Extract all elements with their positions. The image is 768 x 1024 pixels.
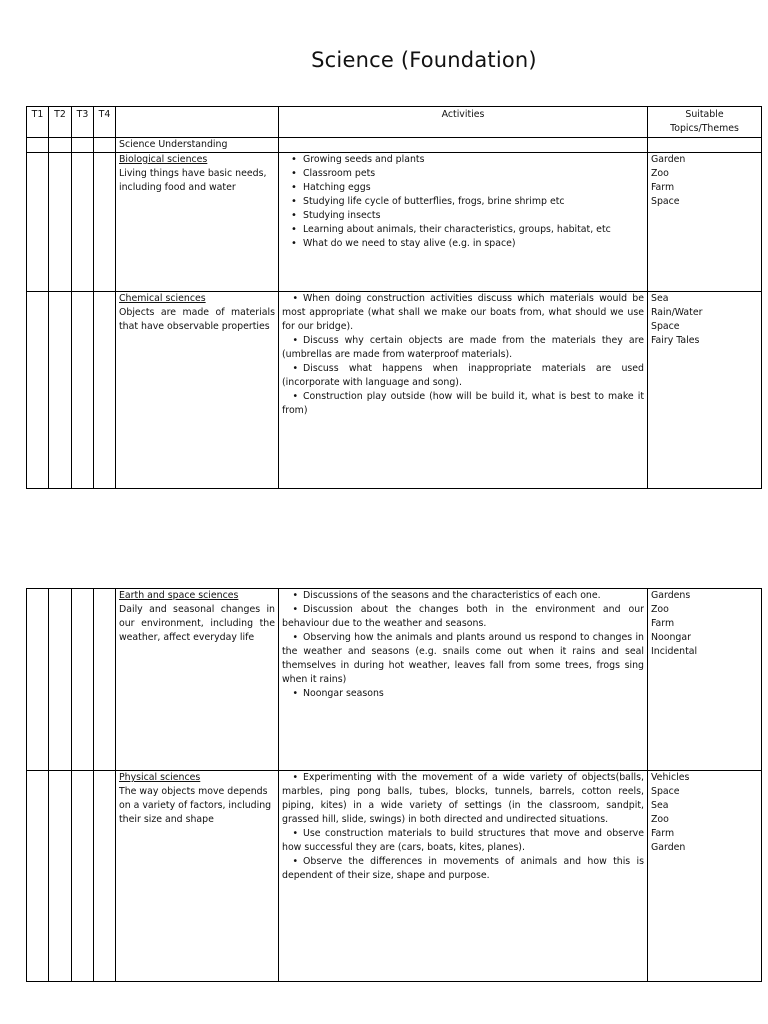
activity-item: • Discuss what happens when inappropriate materials are used (incorporate with language and song). xyxy=(282,363,644,388)
activity-item: • What do we need to stay alive (e.g. in space) xyxy=(282,237,644,251)
topic-item: Incidental xyxy=(651,646,698,657)
topic-item: Farm xyxy=(651,828,675,839)
activities-list xyxy=(282,771,644,883)
strand-heading: Chemical sciences xyxy=(119,293,206,304)
activity-item: • Observe the differences in movements of animals and how this is dependent of their size, shape and purpose. xyxy=(282,856,644,881)
activity-item: • Discuss why certain objects are made from the materials they are (umbrellas are made from waterproof materials). xyxy=(282,335,644,360)
activity-item: • Classroom pets xyxy=(282,167,644,181)
activity-item: • Use construction materials to build structures that move and observe how successful they are (cars, boats, kites, planes). xyxy=(282,828,644,853)
activity-item: • Experimenting with the movement of a wide variety of objects(balls, marbles, ping pong balls, tubes, blocks, tunnels, barrels, cotton reels, piping, kites) in a wide variety of settings (in the classroom, sandpit, grassed hill, slide, swings) in both directed and undirected situations. xyxy=(282,772,644,825)
topic-item: Noongar xyxy=(651,632,691,643)
table-header-row xyxy=(27,107,762,138)
header-t3: T3 xyxy=(72,107,94,138)
header-topics-line1: Suitable xyxy=(685,109,724,120)
strand-heading: Physical sciences xyxy=(119,772,201,783)
topics-cell xyxy=(648,771,762,982)
header-t1: T1 xyxy=(27,107,49,138)
header-t2: T2 xyxy=(49,107,72,138)
activities-cell xyxy=(279,771,648,982)
strand-heading: Earth and space sciences xyxy=(119,590,239,601)
topic-item: Farm xyxy=(651,182,675,193)
header-topics xyxy=(648,107,762,138)
activity-item: • Learning about animals, their characteristics, groups, habitat, etc xyxy=(282,223,644,237)
activities-cell xyxy=(279,292,648,489)
strand-description: Daily and seasonal changes in our environment, including the weather, affect everyday life xyxy=(119,604,275,643)
strand-cell xyxy=(116,292,279,489)
topic-item: Sea xyxy=(651,293,669,304)
header-activities: Activities xyxy=(279,107,648,138)
activity-item: • Construction play outside (how will be build it, what is best to make it from) xyxy=(282,391,644,416)
section-label: Science Understanding xyxy=(116,138,279,153)
topic-item: Rain/Water xyxy=(651,307,703,318)
activities-list xyxy=(282,153,644,251)
topic-item: Garden xyxy=(651,842,686,853)
topics-cell xyxy=(648,153,762,292)
topic-item: Space xyxy=(651,786,680,797)
topic-item: Farm xyxy=(651,618,675,629)
activity-item: • When doing construction activities discuss which materials would be most appropriate (what shall we make our boats from, what should we use for our bridge). xyxy=(282,293,644,332)
activity-item: • Discussion about the changes both in the environment and our behaviour due to the weather and seasons. xyxy=(282,604,644,629)
header-topics-line2: Topics/Themes xyxy=(670,123,739,134)
strand-heading: Biological sciences xyxy=(119,154,208,165)
strand-cell xyxy=(116,153,279,292)
activity-item: • Studying insects xyxy=(282,209,644,223)
activities-cell xyxy=(279,153,648,292)
header-blank xyxy=(116,107,279,138)
topic-item: Sea xyxy=(651,800,669,811)
header-t4: T4 xyxy=(94,107,116,138)
topic-item: Space xyxy=(651,196,680,207)
curriculum-table-page-bottom xyxy=(26,588,762,982)
activity-item: • Discussions of the seasons and the characteristics of each one. xyxy=(292,590,601,601)
topic-item: Space xyxy=(651,321,680,332)
topics-cell xyxy=(648,292,762,489)
activity-item: • Studying life cycle of butterflies, frogs, brine shrimp etc xyxy=(282,195,644,209)
activities-list xyxy=(282,292,644,418)
topic-item: Gardens xyxy=(651,590,691,601)
page-title: Science (Foundation) xyxy=(311,48,537,72)
topic-item: Zoo xyxy=(651,168,669,179)
activities-cell xyxy=(279,589,648,771)
curriculum-table-page-top xyxy=(26,106,762,489)
table-row xyxy=(27,771,762,982)
topic-item: Zoo xyxy=(651,814,669,825)
table-row xyxy=(27,589,762,771)
section-label-row xyxy=(27,138,762,153)
strand-description: Living things have basic needs, including food and water xyxy=(119,168,267,193)
topic-item: Vehicles xyxy=(651,772,690,783)
activity-item: • Hatching eggs xyxy=(282,181,644,195)
topics-cell xyxy=(648,589,762,771)
activity-item: • Noongar seasons xyxy=(292,688,384,699)
strand-cell xyxy=(116,589,279,771)
activity-item: • Observing how the animals and plants around us respond to changes in the weather and seasons (e.g. snails come out when it rains and seal themselves in during hot weather, leaves fall from some trees, frogs sing when it rains) xyxy=(282,632,644,685)
topic-item: Zoo xyxy=(651,604,669,615)
activity-item: • Growing seeds and plants xyxy=(282,153,644,167)
topic-item: Garden xyxy=(651,154,686,165)
activities-list xyxy=(282,589,644,701)
strand-description: Objects are made of materials that have observable properties xyxy=(119,307,275,332)
topic-item: Fairy Tales xyxy=(651,335,700,346)
strand-description: The way objects move depends on a variety of factors, including their size and shape xyxy=(119,786,272,825)
strand-cell xyxy=(116,771,279,982)
table-row xyxy=(27,153,762,292)
table-row xyxy=(27,292,762,489)
